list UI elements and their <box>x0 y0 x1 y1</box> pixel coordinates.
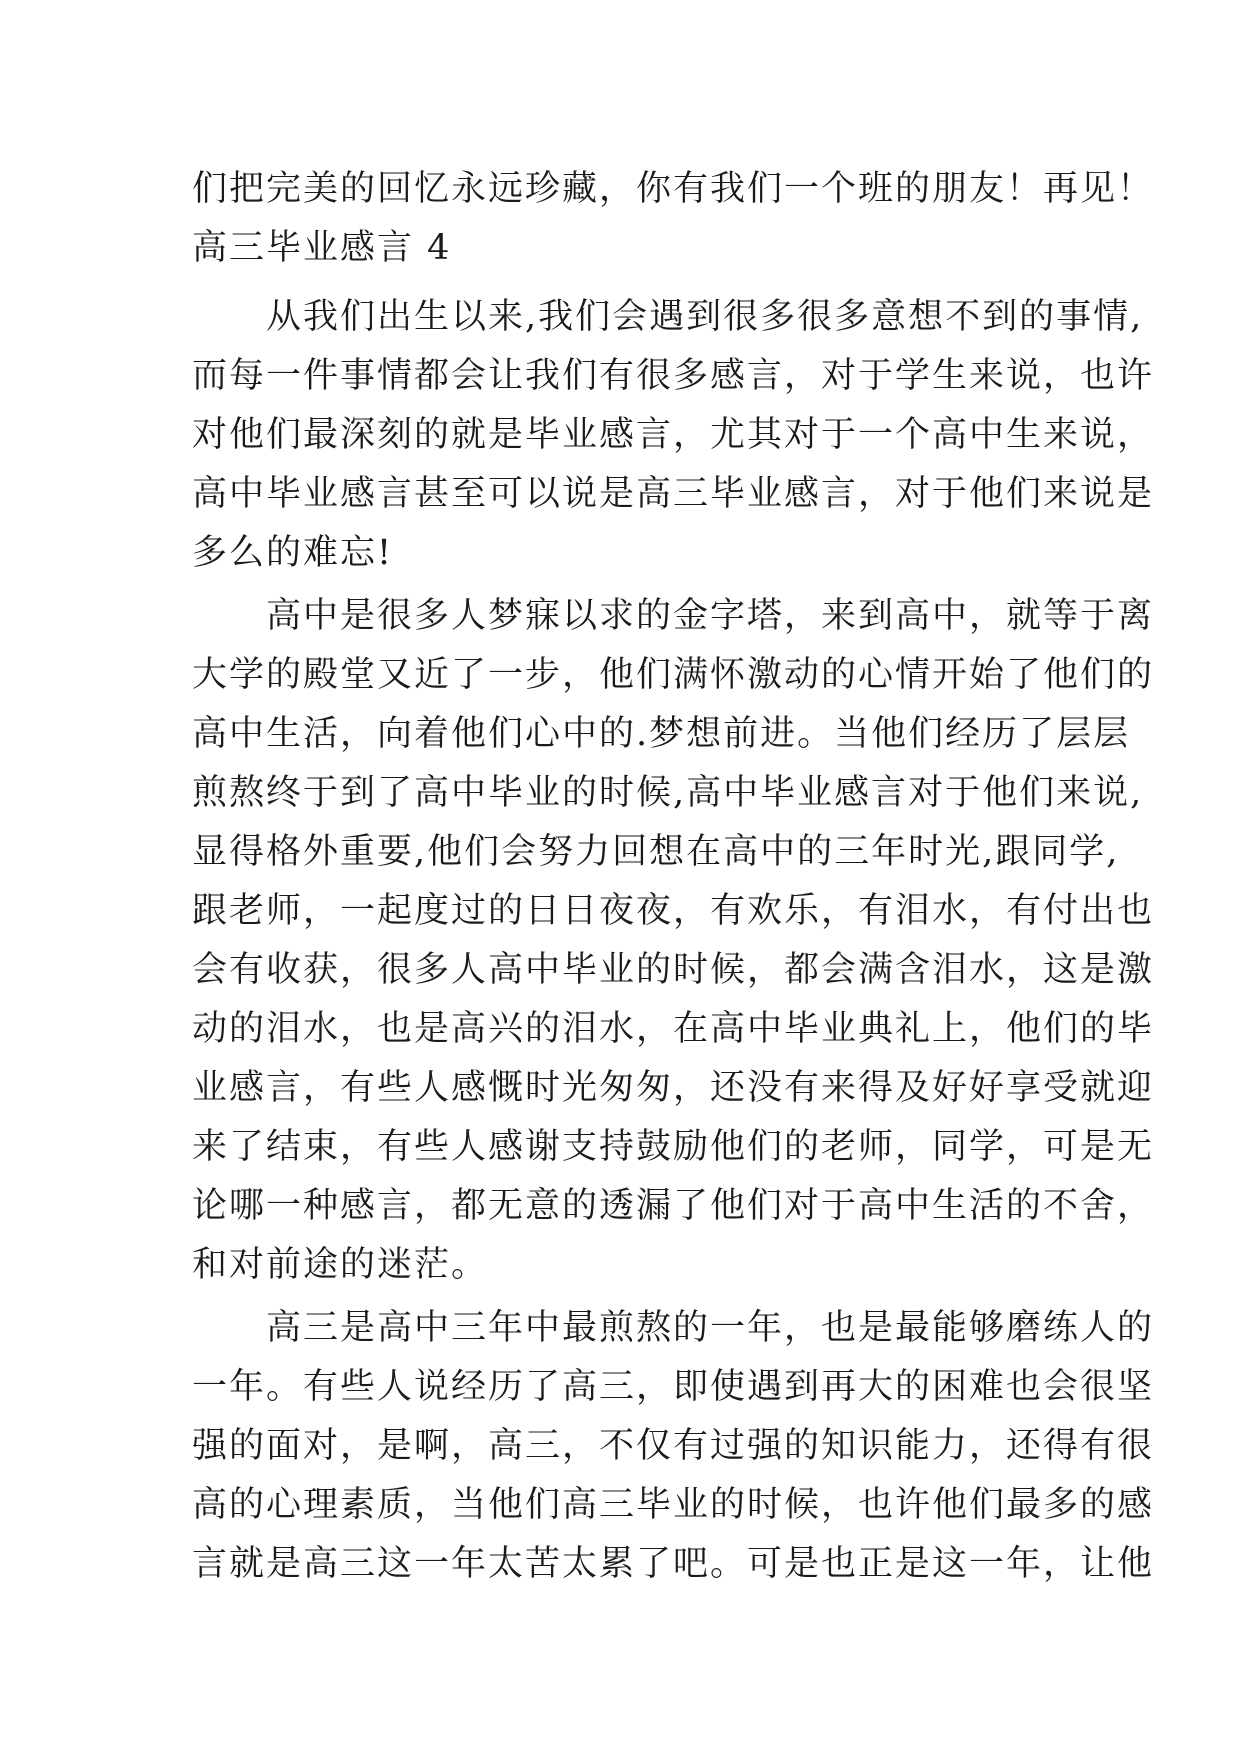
paragraph-line: 言就是高三这一年太苦太累了吧。可是也正是这一年，让他 <box>192 1544 1155 1584</box>
paragraph-line: 高中是很多人梦寐以求的金字塔，来到高中，就等于离 <box>192 596 1155 636</box>
paragraph-line: 动的泪水，也是高兴的泪水，在高中毕业典礼上，他们的毕 <box>192 1009 1155 1049</box>
paragraph-line: 而每一件事情都会让我们有很多感言，对于学生来说，也许 <box>192 356 1155 396</box>
paragraph-line: 高的心理素质，当他们高三毕业的时候，也许他们最多的感 <box>192 1485 1155 1525</box>
body-text <box>192 160 1155 1594</box>
paragraph-line: 和对前途的迷茫。 <box>192 1245 489 1285</box>
paragraph-line: 一年。有些人说经历了高三，即使遇到再大的困难也会很坚 <box>192 1367 1155 1407</box>
paragraph-line: 大学的殿堂又近了一步，他们满怀激动的心情开始了他们的 <box>192 655 1155 695</box>
paragraph-line: 从我们出生以来,我们会遇到很多很多意想不到的事情, <box>192 297 1144 337</box>
section-heading: 高三毕业感言 4 <box>192 228 452 268</box>
paragraph-line: 高三是高中三年中最煎熬的一年，也是最能够磨练人的 <box>192 1308 1155 1348</box>
paragraph-line: 煎熬终于到了高中毕业的时候,高中毕业感言对于他们来说, <box>192 773 1144 813</box>
spacer <box>192 278 1092 288</box>
paragraph-line: 显得格外重要,他们会努力回想在高中的三年时光,跟同学, <box>192 832 1120 872</box>
paragraph-line: 会有收获，很多人高中毕业的时候，都会满含泪水，这是激 <box>192 950 1155 990</box>
paragraph-line: 强的面对，是啊，高三，不仅有过强的知识能力，还得有很 <box>192 1426 1155 1466</box>
paragraph-line: 高中生活，向着他们心中的.梦想前进。当他们经历了层层 <box>192 714 1131 754</box>
paragraph-3 <box>192 1299 1155 1594</box>
paragraph-1 <box>192 288 1155 583</box>
paragraph-line: 跟老师，一起度过的日日夜夜，有欢乐，有泪水，有付出也 <box>192 891 1155 931</box>
paragraph-line: 论哪一种感言，都无意的透漏了他们对于高中生活的不舍， <box>192 1186 1155 1226</box>
carryover-line: 们把完美的回忆永远珍藏，你有我们一个班的朋友！再见！ <box>192 169 1155 209</box>
paragraph-line: 业感言，有些人感慨时光匆匆，还没有来得及好好享受就迎 <box>192 1068 1155 1108</box>
paragraph-2 <box>192 587 1155 1295</box>
paragraph-line: 高中毕业感言甚至可以说是高三毕业感言，对于他们来说是 <box>192 474 1155 514</box>
paragraph-line: 来了结束，有些人感谢支持鼓励他们的老师，同学，可是无 <box>192 1127 1155 1167</box>
paragraph-line: 对他们最深刻的就是毕业感言，尤其对于一个高中生来说， <box>192 415 1155 455</box>
paragraph-line: 多么的难忘! <box>192 533 394 573</box>
